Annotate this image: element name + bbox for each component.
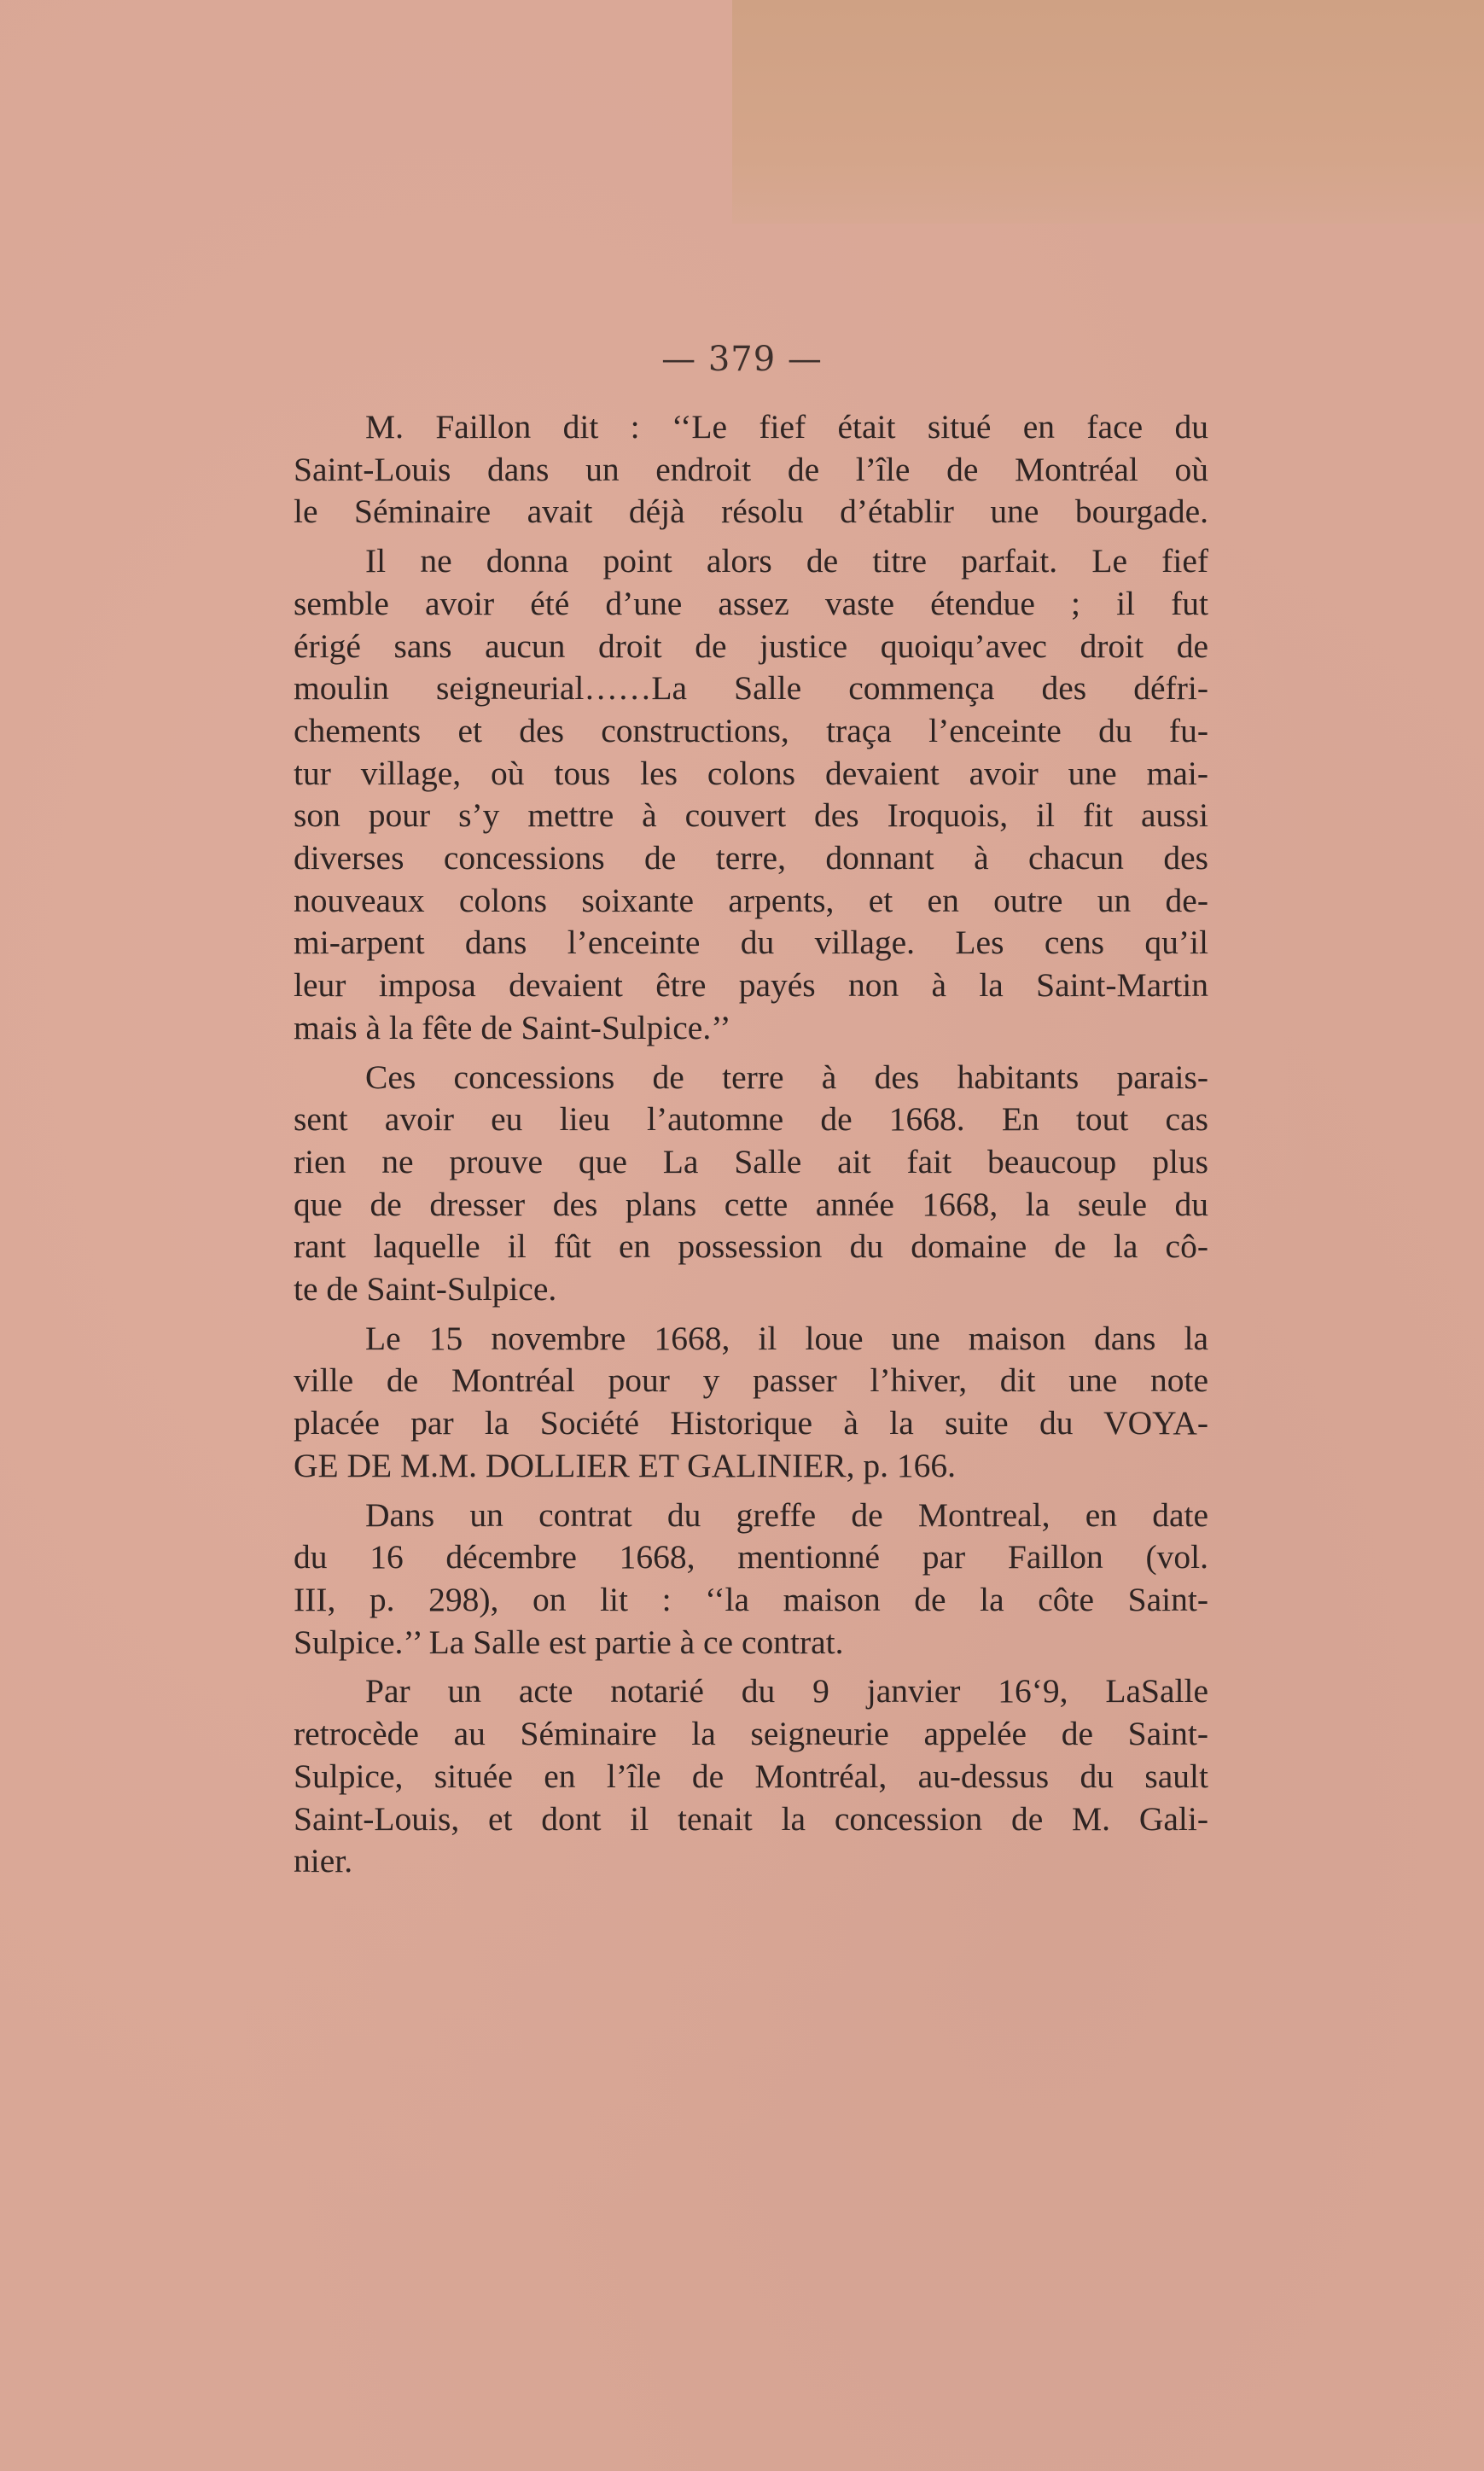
text-line: le Séminaire avait déjà résolu d’établir une bourgade. bbox=[294, 492, 1208, 531]
text-line: nier. bbox=[294, 1842, 353, 1880]
text-line: rant laquelle il fût en possession du domaine de la cô- bbox=[294, 1227, 1208, 1266]
text-line: Ces concessions de terre à des habitants parais- bbox=[365, 1058, 1208, 1096]
text-line: Par un acte notarié du 9 janvier 16‘9, LaSalle bbox=[365, 1672, 1208, 1710]
text-line: M. Faillon dit : ‘‘Le fief était situé en face du bbox=[365, 408, 1208, 446]
text-line: placée par la Société Historique à la suite du VOYA- bbox=[294, 1404, 1208, 1442]
text-line: Sulpice.’’ La Salle est partie à ce contrat. bbox=[294, 1623, 844, 1661]
text-line: retrocède au Séminaire la seigneurie appelée de Saint- bbox=[294, 1715, 1208, 1753]
text-line: semble avoir été d’une assez vaste étendue ; il fut bbox=[294, 584, 1208, 622]
text-line: moulin seigneurial……La Salle commença des défri- bbox=[294, 669, 1208, 708]
text-line: leur imposa devaient être payés non à la Saint-Martin bbox=[294, 966, 1208, 1005]
text-line: Saint-Louis dans un endroit de l’île de Montréal où bbox=[294, 450, 1208, 488]
text-line: Dans un contrat du greffe de Montreal, en date bbox=[365, 1495, 1208, 1534]
text-line: Il ne donna point alors de titre parfait. Le fief bbox=[365, 542, 1208, 580]
text-line: te de Saint-Sulpice. bbox=[294, 1270, 557, 1308]
text-line: rien ne prouve que La Salle ait fait beaucoup plus bbox=[294, 1142, 1208, 1180]
text-line: son pour s’y mettre à couvert des Iroquois, il fit aussi bbox=[294, 796, 1208, 835]
text-line: Sulpice, située en l’île de Montréal, au-dessus du sault bbox=[294, 1757, 1208, 1795]
text-line: GE DE M.M. DOLLIER ET GALINIER, p. 166. bbox=[294, 1446, 957, 1484]
text-line: mi-arpent dans l’enceinte du village. Les cens qu’il bbox=[294, 924, 1208, 962]
text-line: que de dresser des plans cette année 1668, la seule du bbox=[294, 1185, 1208, 1223]
body-text bbox=[294, 406, 1208, 1883]
text-line: sent avoir eu lieu l’automne de 1668. En tout cas bbox=[294, 1100, 1208, 1139]
text-line: érigé sans aucun droit de justice quoiqu’avec droit de bbox=[294, 626, 1208, 665]
text-line: nouveaux colons soixante arpents, et en outre un de- bbox=[294, 881, 1208, 919]
text-line: ville de Montréal pour y passer l’hiver, dit une note bbox=[294, 1361, 1208, 1400]
text-line: Saint-Louis, et dont il tenait la concession de M. Gali- bbox=[294, 1799, 1208, 1838]
text-line: chements et des constructions, traça l’enceinte du fu- bbox=[294, 711, 1208, 749]
page-number: — 379 — bbox=[661, 340, 823, 379]
paper-stain bbox=[732, 0, 1484, 224]
text-line: diverses concessions de terre, donnant à chacun des bbox=[294, 839, 1208, 877]
text-line: mais à la fête de Saint-Sulpice.’’ bbox=[294, 1008, 731, 1046]
text-line: du 16 décembre 1668, mentionné par Faillon (vol. bbox=[294, 1538, 1208, 1576]
text-line: tur village, où tous les colons devaient avoir une mai- bbox=[294, 754, 1208, 792]
text-line: Le 15 novembre 1668, il loue une maison dans la bbox=[365, 1319, 1208, 1357]
text-line: III, p. 298), on lit : ‘‘la maison de la côte Saint- bbox=[294, 1580, 1208, 1618]
